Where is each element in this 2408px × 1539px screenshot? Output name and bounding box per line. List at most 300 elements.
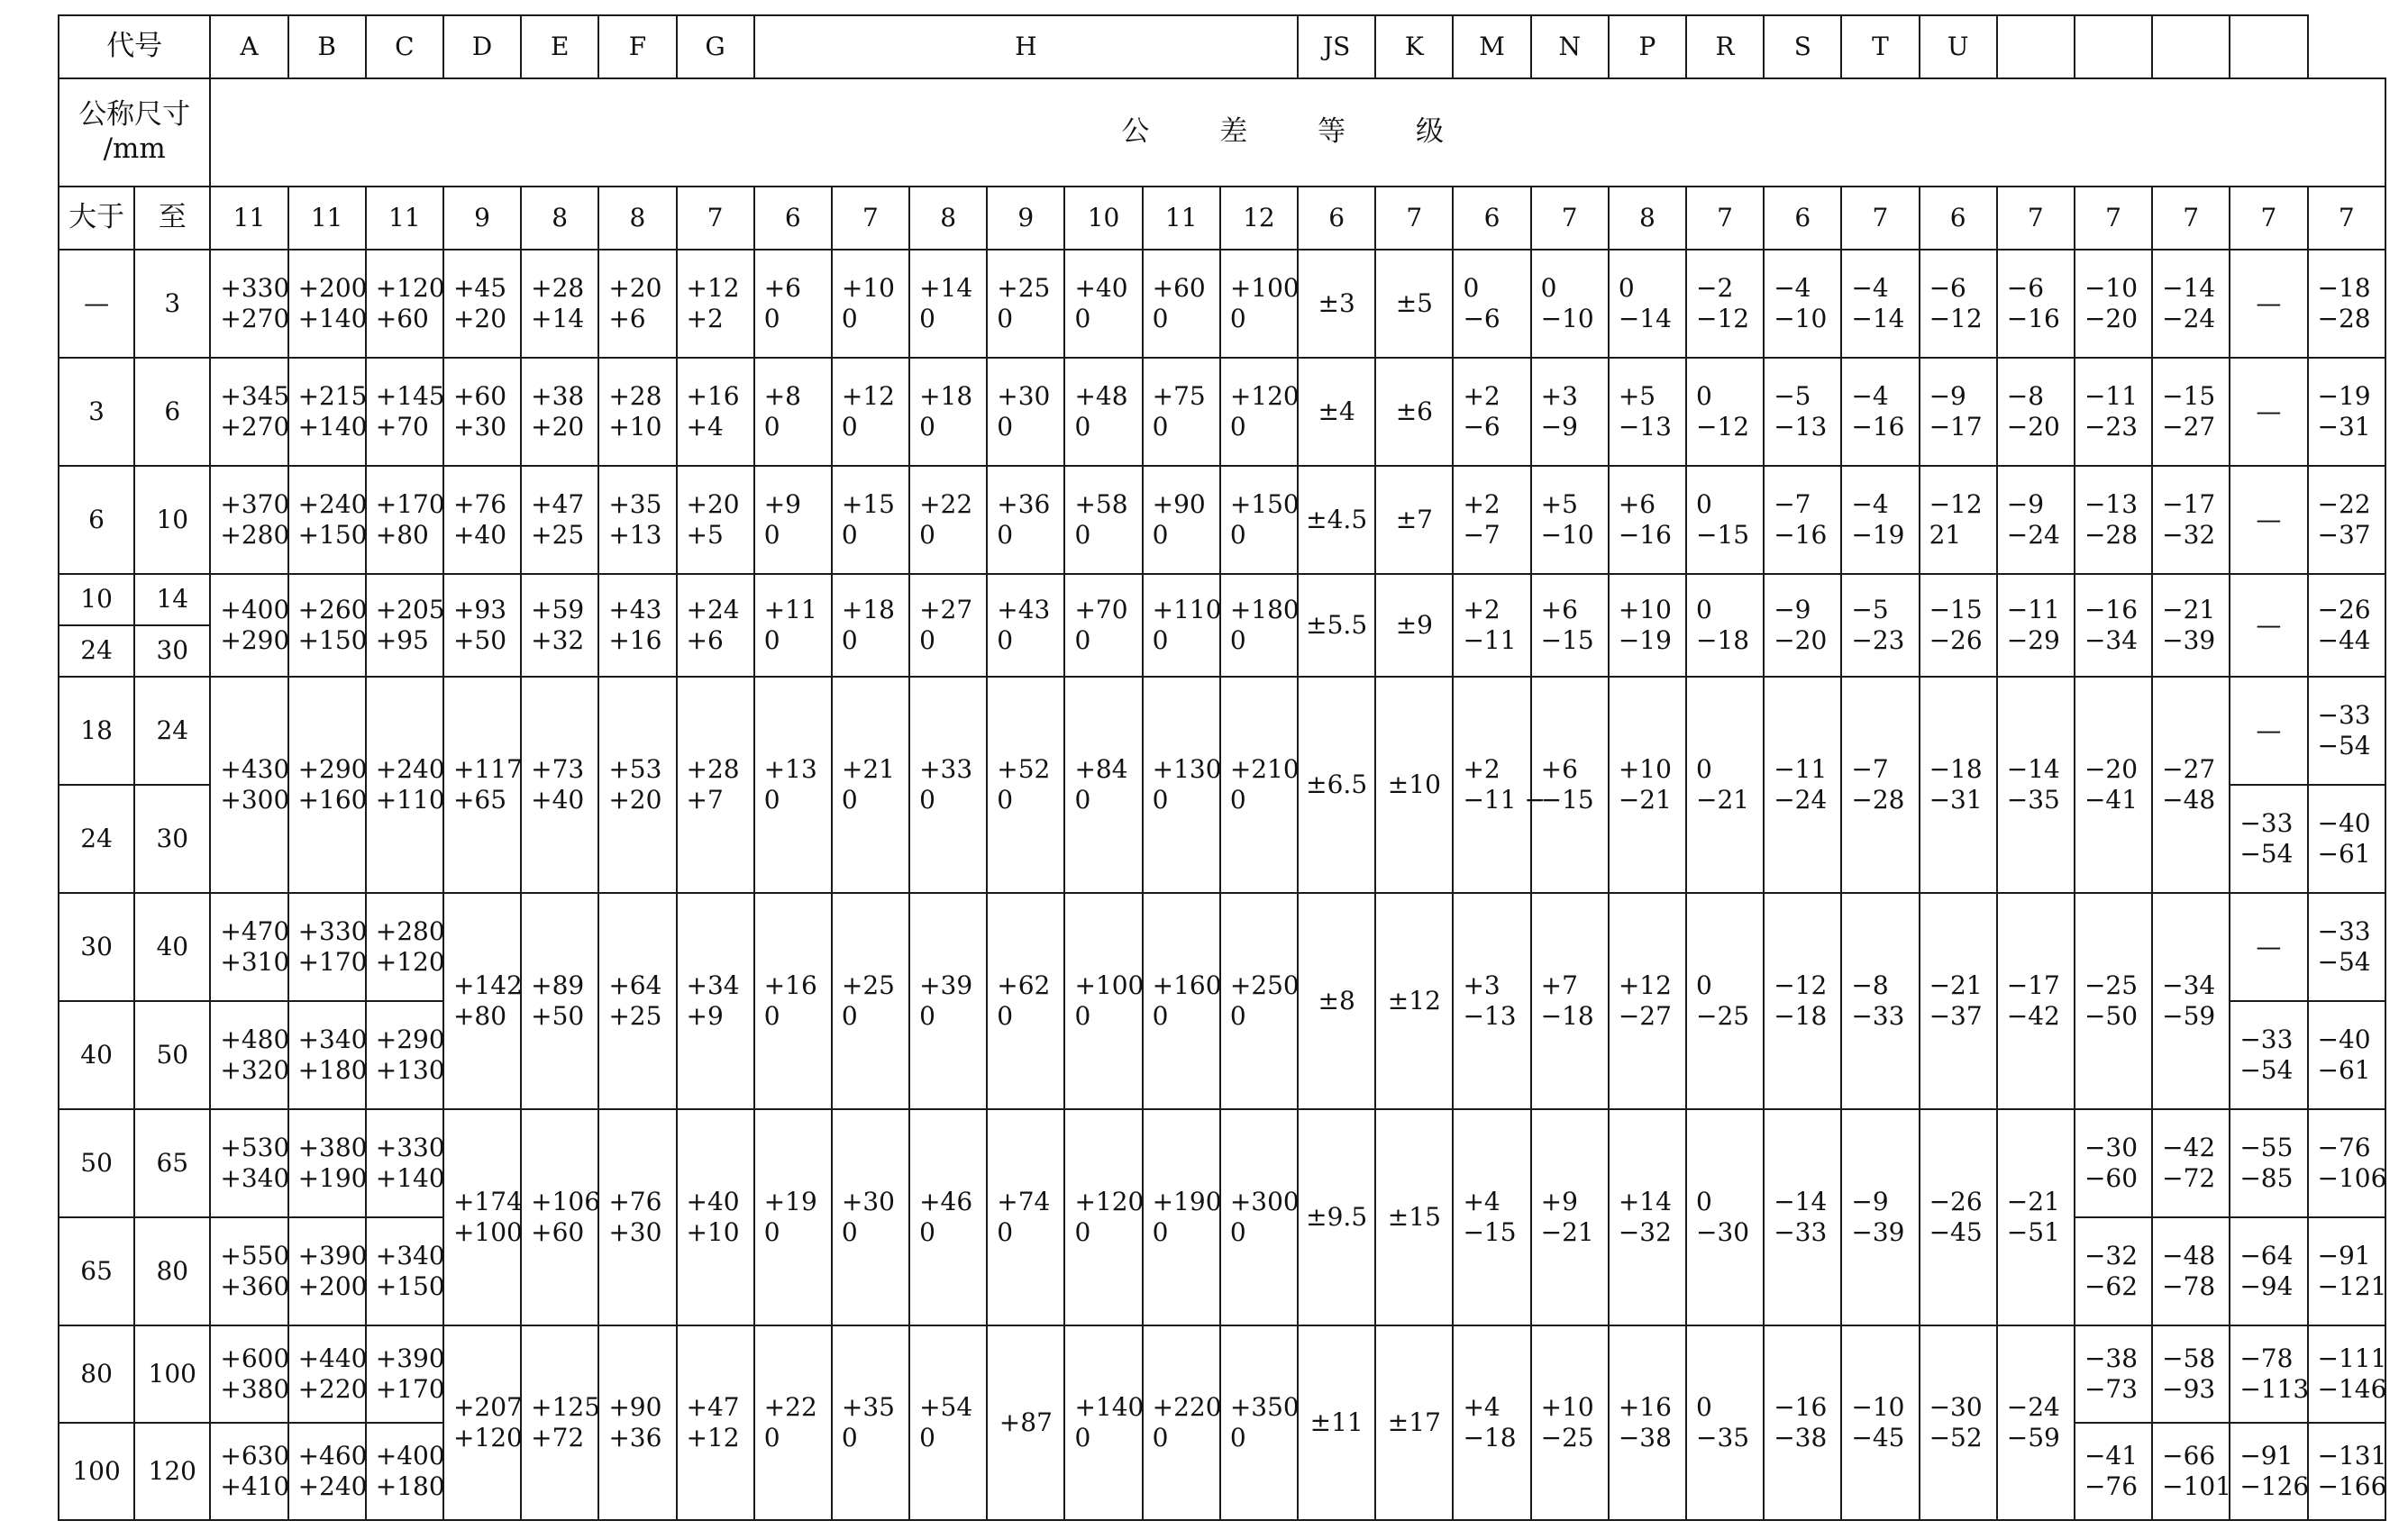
grade-cell: 7 [2308, 187, 2386, 250]
tolerance-cell: +220 0 [1143, 1325, 1220, 1520]
tolerance-cell: +340 +150 [366, 1217, 443, 1325]
tolerance-cell: ±6.5 [1298, 677, 1375, 893]
tolerance-cell: +150 0 [1220, 466, 1298, 574]
size-over: 18 [59, 677, 134, 785]
tolerance-cell: +27 0 [909, 574, 987, 677]
size-over-label: 大于 [59, 187, 134, 250]
grade-cell: 6 [1453, 187, 1530, 250]
tolerance-cell: +340 +180 [288, 1001, 366, 1109]
tolerance-cell: ±9.5 [1298, 1109, 1375, 1325]
tolerance-cell: ±17 [1375, 1325, 1453, 1520]
tolerance-cell: −24 −59 [1997, 1325, 2075, 1520]
tolerance-cell: ±3 [1298, 250, 1375, 358]
tolerance-cell: −4 −10 [1764, 250, 1841, 358]
tolerance-cell: ±8 [1298, 893, 1375, 1109]
tolerance-cell: +90 +36 [598, 1325, 676, 1520]
tolerance-cell: +100 0 [1064, 893, 1142, 1109]
size-over: — [59, 250, 134, 358]
tolerance-cell: −27 −48 [2152, 677, 2230, 893]
tolerance-cell: +16 −38 [1609, 1325, 1686, 1520]
tolerance-cell: −4 −16 [1841, 358, 1919, 466]
tolerance-cell: +2 −7 [1453, 466, 1530, 574]
tolerance-cell: −6 −16 [1997, 250, 2075, 358]
tolerance-cell: +16 0 [754, 893, 832, 1109]
tolerance-cell: +250 0 [1220, 893, 1298, 1109]
tolerance-cell: +100 0 [1220, 250, 1298, 358]
tolerance-cell: +59 +32 [521, 574, 598, 677]
tolerance-cell: −30 −60 [2075, 1109, 2152, 1217]
tolerance-cell: −26 −45 [1920, 1109, 1997, 1325]
grade-cell: 11 [1143, 187, 1220, 250]
grade-cell: 10 [1064, 187, 1142, 250]
grade-cell: 6 [1920, 187, 1997, 250]
tolerance-cell: +390 +170 [366, 1325, 443, 1423]
tolerance-cell: +2 −11 [1453, 574, 1530, 677]
tolerance-cell: −11 −29 [1997, 574, 2075, 677]
tolerance-cell: +400 +180 [366, 1423, 443, 1520]
tolerance-cell: +40 0 [1064, 250, 1142, 358]
deviation-letter-blank-19 [2152, 15, 2230, 78]
size-to-label: 至 [134, 187, 210, 250]
tolerance-cell: +180 0 [1220, 574, 1298, 677]
tolerance-cell: −41 −76 [2075, 1423, 2152, 1520]
tolerance-cell: +440 +220 [288, 1325, 366, 1423]
size-to: 65 [134, 1109, 210, 1217]
deviation-letter-f: F [598, 15, 676, 78]
tolerance-cell: +11 0 [754, 574, 832, 677]
tolerance-cell: +350 0 [1220, 1325, 1298, 1520]
grade-cell: 8 [1609, 187, 1686, 250]
code-label: 代号 [59, 15, 210, 78]
size-over: 100 [59, 1423, 134, 1520]
grade-cell: 7 [2152, 187, 2230, 250]
tolerance-cell: +15 0 [832, 466, 909, 574]
grade-cell: 11 [288, 187, 366, 250]
tolerance-cell: +28 +14 [521, 250, 598, 358]
tolerance-cell: +4 −15 [1453, 1109, 1530, 1325]
tolerance-cell: — [2230, 358, 2307, 466]
grade-cell: 11 [210, 187, 287, 250]
tolerance-cell: +53 +20 [598, 677, 676, 893]
tolerance-cell: +470 +310 [210, 893, 287, 1001]
tolerance-cell: ±4 [1298, 358, 1375, 466]
grade-cell: 7 [2075, 187, 2152, 250]
tolerance-cell: −34 −59 [2152, 893, 2230, 1109]
tolerance-cell: −15 −26 [1920, 574, 1997, 677]
tolerance-cell: +174 +100 [443, 1109, 521, 1325]
deviation-letter-h: H [754, 15, 1298, 78]
size-over: 80 [59, 1325, 134, 1423]
tolerance-cell: ±4.5 [1298, 466, 1375, 574]
tolerance-cell: +4 −18 [1453, 1325, 1530, 1520]
tolerance-cell: −18 −28 [2308, 250, 2386, 358]
grade-cell: 8 [909, 187, 987, 250]
tolerance-cell: +47 +12 [677, 1325, 754, 1520]
size-over: 40 [59, 1001, 134, 1109]
tolerance-cell: +14 −32 [1609, 1109, 1686, 1325]
grade-cell: 7 [1375, 187, 1453, 250]
tolerance-cell: −15 −27 [2152, 358, 2230, 466]
tolerance-cell: +10 −19 [1609, 574, 1686, 677]
tolerance-cell: +43 0 [987, 574, 1064, 677]
deviation-letter-js: JS [1298, 15, 1375, 78]
tolerance-cell: +330 +170 [288, 893, 366, 1001]
size-over: 50 [59, 1109, 134, 1217]
tolerance-cell: +10 0 [832, 250, 909, 358]
tolerance-cell: +240 +150 [288, 466, 366, 574]
tolerance-cell: +290 +160 [288, 677, 366, 893]
grade-cell: 11 [366, 187, 443, 250]
deviation-letter-p: P [1609, 15, 1686, 78]
tolerance-cell: +400 +290 [210, 574, 287, 677]
tolerance-cell: ±5.5 [1298, 574, 1375, 677]
tolerance-cell: −5 −23 [1841, 574, 1919, 677]
tolerance-cell: −10 −20 [2075, 250, 2152, 358]
tolerance-cell: −55 −85 [2230, 1109, 2307, 1217]
tolerance-cell: −131 −166 [2308, 1423, 2386, 1520]
tolerance-cell: +142 +80 [443, 893, 521, 1109]
deviation-letter-n: N [1531, 15, 1609, 78]
tolerance-cell: +2 −11 − [1453, 677, 1530, 893]
tolerance-cell: −91 −126 [2230, 1423, 2307, 1520]
tolerance-cell: +106 +60 [521, 1109, 598, 1325]
tolerance-cell: +21 0 [832, 677, 909, 893]
deviation-letter-c: C [366, 15, 443, 78]
tolerance-cell: −16 −34 [2075, 574, 2152, 677]
size-to: 50 [134, 1001, 210, 1109]
size-over: 6 [59, 466, 134, 574]
grade-cell: 7 [677, 187, 754, 250]
tolerance-cell: +6 −15 [1531, 677, 1609, 893]
tolerance-cell: +16 +4 [677, 358, 754, 466]
tolerance-cell: +8 0 [754, 358, 832, 466]
tolerance-cell: +110 0 [1143, 574, 1220, 677]
grade-cell: 7 [832, 187, 909, 250]
tolerance-cell: −7 −28 [1841, 677, 1919, 893]
tolerance-cell: 0 −21 [1686, 677, 1764, 893]
tolerance-cell: +36 0 [987, 466, 1064, 574]
tolerance-cell: −4 −19 [1841, 466, 1919, 574]
deviation-letter-blank-20 [2230, 15, 2307, 78]
tolerance-cell: +215 +140 [288, 358, 366, 466]
tolerance-cell: +330 +140 [366, 1109, 443, 1217]
tolerance-cell: — [2230, 893, 2307, 1001]
nominal-size-unit: /mm [103, 132, 166, 165]
tolerance-cell: 0 −6 [1453, 250, 1530, 358]
tolerance-cell: ±12 [1375, 893, 1453, 1109]
tolerance-cell: +25 0 [832, 893, 909, 1109]
tolerance-cell: +74 0 [987, 1109, 1064, 1325]
tolerance-cell: −7 −16 [1764, 466, 1841, 574]
tolerance-cell: −64 −94 [2230, 1217, 2307, 1325]
tolerance-cell: −14 −33 [1764, 1109, 1841, 1325]
tolerance-cell: +18 0 [909, 358, 987, 466]
tolerance-cell: +290 +130 [366, 1001, 443, 1109]
tolerance-cell: +117 +65 [443, 677, 521, 893]
deviation-letter-blank-17 [1997, 15, 2075, 78]
tolerance-cell: 0 −30 [1686, 1109, 1764, 1325]
tolerance-cell: +550 +360 [210, 1217, 287, 1325]
grade-cell: 6 [754, 187, 832, 250]
tolerance-cell: +170 +80 [366, 466, 443, 574]
tolerance-cell: ±10 [1375, 677, 1453, 893]
tolerance-cell: −11 −24 [1764, 677, 1841, 893]
deviation-letter-t: T [1841, 15, 1919, 78]
tolerance-cell: +76 +30 [598, 1109, 676, 1325]
tolerance-cell: +9 0 [754, 466, 832, 574]
size-to: 24 [134, 677, 210, 785]
tolerance-cell: 0 −10 [1531, 250, 1609, 358]
deviation-letter-k: K [1375, 15, 1453, 78]
tolerance-cell: +210 0 [1220, 677, 1298, 893]
tolerance-cell: +22 0 [754, 1325, 832, 1520]
deviation-letter-a: A [210, 15, 287, 78]
tolerance-cell: +3 −9 [1531, 358, 1609, 466]
tolerance-cell: −26 −44 [2308, 574, 2386, 677]
nominal-size-title: 公称尺寸 [78, 98, 191, 132]
grade-cell: 7 [1531, 187, 1609, 250]
tolerance-cell: −12 21 [1920, 466, 1997, 574]
tolerance-cell: +120 +60 [366, 250, 443, 358]
tolerance-cell: +6 −15 [1531, 574, 1609, 677]
tolerance-cell: +14 0 [909, 250, 987, 358]
tolerance-cell: +5 −10 [1531, 466, 1609, 574]
tolerance-cell: +24 +6 [677, 574, 754, 677]
deviation-letter-m: M [1453, 15, 1530, 78]
tolerance-cell: +390 +200 [288, 1217, 366, 1325]
tolerance-cell: −13 −28 [2075, 466, 2152, 574]
tolerance-grade-title: 公 差 等 级 [210, 78, 2385, 187]
tolerance-cell: −9 −17 [1920, 358, 1997, 466]
tolerance-cell: +6 −16 [1609, 466, 1686, 574]
tolerance-cell: +60 +30 [443, 358, 521, 466]
tolerance-cell: −111 −146 [2308, 1325, 2386, 1423]
size-to: 120 [134, 1423, 210, 1520]
tolerance-cell: +300 0 [1220, 1109, 1298, 1325]
size-to: 3 [134, 250, 210, 358]
tolerance-cell: +93 +50 [443, 574, 521, 677]
tolerance-cell: −33 −54 [2230, 1001, 2307, 1109]
size-to: 30 [134, 625, 210, 677]
size-over: 65 [59, 1217, 134, 1325]
tolerance-cell: −17 −32 [2152, 466, 2230, 574]
tolerance-cell: +460 +240 [288, 1423, 366, 1520]
tolerance-cell: +6 0 [754, 250, 832, 358]
tolerance-cell: +45 +20 [443, 250, 521, 358]
tolerance-cell: 0 −18 [1686, 574, 1764, 677]
tolerance-cell: +64 +25 [598, 893, 676, 1109]
tolerance-cell: — [2230, 677, 2307, 785]
tolerance-cell: ±9 [1375, 574, 1453, 677]
grade-cell: 7 [2230, 187, 2307, 250]
grade-cell: 7 [1686, 187, 1764, 250]
tolerance-cell: +20 +6 [598, 250, 676, 358]
tolerance-cell: ±7 [1375, 466, 1453, 574]
tolerance-cell: −14 −35 [1997, 677, 2075, 893]
grade-cell: 8 [521, 187, 598, 250]
tolerance-cell: −33 −54 [2308, 893, 2386, 1001]
deviation-letter-u: U [1920, 15, 1997, 78]
tolerance-cell: −22 −37 [2308, 466, 2386, 574]
deviation-letter-blank-18 [2075, 15, 2152, 78]
tolerance-cell: +34 +9 [677, 893, 754, 1109]
grade-cell: 12 [1220, 187, 1298, 250]
tolerance-cell: +5 −13 [1609, 358, 1686, 466]
tolerance-cell: +76 +40 [443, 466, 521, 574]
tolerance-cell: −11 −23 [2075, 358, 2152, 466]
tolerance-cell: +48 0 [1064, 358, 1142, 466]
tolerance-cell: 0 −25 [1686, 893, 1764, 1109]
tolerance-cell: −42 −72 [2152, 1109, 2230, 1217]
tolerance-cell: +33 0 [909, 677, 987, 893]
tolerance-cell: −2 −12 [1686, 250, 1764, 358]
tolerance-cell: −14 −24 [2152, 250, 2230, 358]
tolerance-cell: +430 +300 [210, 677, 287, 893]
tolerance-cell: +480 +320 [210, 1001, 287, 1109]
grade-cell: 6 [1298, 187, 1375, 250]
tolerance-cell: +75 0 [1143, 358, 1220, 466]
tolerance-cell: +2 −6 [1453, 358, 1530, 466]
tolerance-cell: +130 0 [1143, 677, 1220, 893]
tolerance-cell: −33 −54 [2308, 677, 2386, 785]
tolerance-cell: +190 0 [1143, 1109, 1220, 1325]
grade-cell: 8 [598, 187, 676, 250]
tolerance-cell: +9 −21 [1531, 1109, 1609, 1325]
tolerance-cell: +58 0 [1064, 466, 1142, 574]
tolerance-table [58, 14, 2386, 1521]
tolerance-cell: −21 −39 [2152, 574, 2230, 677]
tolerance-cell: +46 0 [909, 1109, 987, 1325]
deviation-letter-e: E [521, 15, 598, 78]
grade-cell: 6 [1764, 187, 1841, 250]
grade-cell: 9 [443, 187, 521, 250]
size-over: 24 [59, 625, 134, 677]
tolerance-cell: +60 0 [1143, 250, 1220, 358]
tolerance-cell: — [2230, 466, 2307, 574]
tolerance-cell: +47 +25 [521, 466, 598, 574]
tolerance-cell: +52 0 [987, 677, 1064, 893]
tolerance-cell: +13 0 [754, 677, 832, 893]
tolerance-cell: +89 +50 [521, 893, 598, 1109]
tolerance-cell: +84 0 [1064, 677, 1142, 893]
tolerance-cell: +18 0 [832, 574, 909, 677]
tolerance-cell: −18 −31 [1920, 677, 1997, 893]
size-to: 100 [134, 1325, 210, 1423]
tolerance-cell: ±5 [1375, 250, 1453, 358]
tolerance-cell: −30 −52 [1920, 1325, 1997, 1520]
grade-cell: 9 [987, 187, 1064, 250]
tolerance-cell: +10 −25 [1531, 1325, 1609, 1520]
tolerance-cell: +205 +95 [366, 574, 443, 677]
tolerance-cell: +7 −18 [1531, 893, 1609, 1109]
tolerance-cell: −91 −121 [2308, 1217, 2386, 1325]
tolerance-cell: +630 +410 [210, 1423, 287, 1520]
tolerance-cell: −40 −61 [2308, 785, 2386, 893]
size-to: 40 [134, 893, 210, 1001]
tolerance-cell: ±15 [1375, 1109, 1453, 1325]
tolerance-cell: ±11 [1298, 1325, 1375, 1520]
tolerance-cell: −10 −45 [1841, 1325, 1919, 1520]
tolerance-cell: −78 −113 [2230, 1325, 2307, 1423]
tolerance-cell: +140 0 [1064, 1325, 1142, 1520]
tolerance-cell: +73 +40 [521, 677, 598, 893]
tolerance-cell: −5 −13 [1764, 358, 1841, 466]
tolerance-cell: −21 −51 [1997, 1109, 2075, 1325]
tolerance-cell: +10 −21 [1609, 677, 1686, 893]
tolerance-cell: +87 [987, 1325, 1064, 1520]
tolerance-cell: +43 +16 [598, 574, 676, 677]
tolerance-cell: +22 0 [909, 466, 987, 574]
grade-cell: 7 [1841, 187, 1919, 250]
tolerance-cell: +125 +72 [521, 1325, 598, 1520]
deviation-letter-r: R [1686, 15, 1764, 78]
tolerance-cell: −38 −73 [2075, 1325, 2152, 1423]
tolerance-cell: +380 +190 [288, 1109, 366, 1217]
tolerance-cell: +25 0 [987, 250, 1064, 358]
tolerance-cell: −8 −20 [1997, 358, 2075, 466]
tolerance-cell: ±6 [1375, 358, 1453, 466]
tolerance-cell: +12 0 [832, 358, 909, 466]
tolerance-cell: +28 +10 [598, 358, 676, 466]
tolerance-cell: +30 0 [987, 358, 1064, 466]
tolerance-cell: +330 +270 [210, 250, 287, 358]
nominal-size-label [59, 78, 210, 187]
tolerance-cell: 0 −12 [1686, 358, 1764, 466]
tolerance-cell: −12 −18 [1764, 893, 1841, 1109]
tolerance-cell: −21 −37 [1920, 893, 1997, 1109]
tolerance-cell: 0 −14 [1609, 250, 1686, 358]
tolerance-cell: +120 0 [1220, 358, 1298, 466]
tolerance-cell: +54 0 [909, 1325, 987, 1520]
tolerance-cell: +30 0 [832, 1109, 909, 1325]
tolerance-cell: −16 −38 [1764, 1325, 1841, 1520]
tolerance-cell: +145 +70 [366, 358, 443, 466]
tolerance-cell: −17 −42 [1997, 893, 2075, 1109]
tolerance-cell: +530 +340 [210, 1109, 287, 1217]
tolerance-cell: +35 0 [832, 1325, 909, 1520]
tolerance-cell: +240 +110 [366, 677, 443, 893]
size-over: 30 [59, 893, 134, 1001]
tolerance-cell: +200 +140 [288, 250, 366, 358]
tolerance-cell: −66 −101 [2152, 1423, 2230, 1520]
tolerance-cell: +19 0 [754, 1109, 832, 1325]
tolerance-cell: −40 −61 [2308, 1001, 2386, 1109]
tolerance-cell: +260 +150 [288, 574, 366, 677]
tolerance-cell: −19 −31 [2308, 358, 2386, 466]
deviation-letter-g: G [677, 15, 754, 78]
tolerance-cell: +39 0 [909, 893, 987, 1109]
tolerance-cell: +3 −13 [1453, 893, 1530, 1109]
tolerance-cell: +20 +5 [677, 466, 754, 574]
tolerance-cell: −76 −106 [2308, 1109, 2386, 1217]
size-over: 10 [59, 574, 134, 625]
size-over: 24 [59, 785, 134, 893]
size-to: 80 [134, 1217, 210, 1325]
tolerance-cell: 0 −15 [1686, 466, 1764, 574]
tolerance-cell: −58 −93 [2152, 1325, 2230, 1423]
grade-cell: 7 [1997, 187, 2075, 250]
tolerance-cell: −25 −50 [2075, 893, 2152, 1109]
tolerance-cell: −9 −39 [1841, 1109, 1919, 1325]
size-over: 3 [59, 358, 134, 466]
tolerance-cell: −20 −41 [2075, 677, 2152, 893]
tolerance-cell: +280 +120 [366, 893, 443, 1001]
tolerance-cell: +600 +380 [210, 1325, 287, 1423]
tolerance-cell: +12 −27 [1609, 893, 1686, 1109]
size-to: 14 [134, 574, 210, 625]
tolerance-cell: −32 −62 [2075, 1217, 2152, 1325]
tolerance-cell: +28 +7 [677, 677, 754, 893]
